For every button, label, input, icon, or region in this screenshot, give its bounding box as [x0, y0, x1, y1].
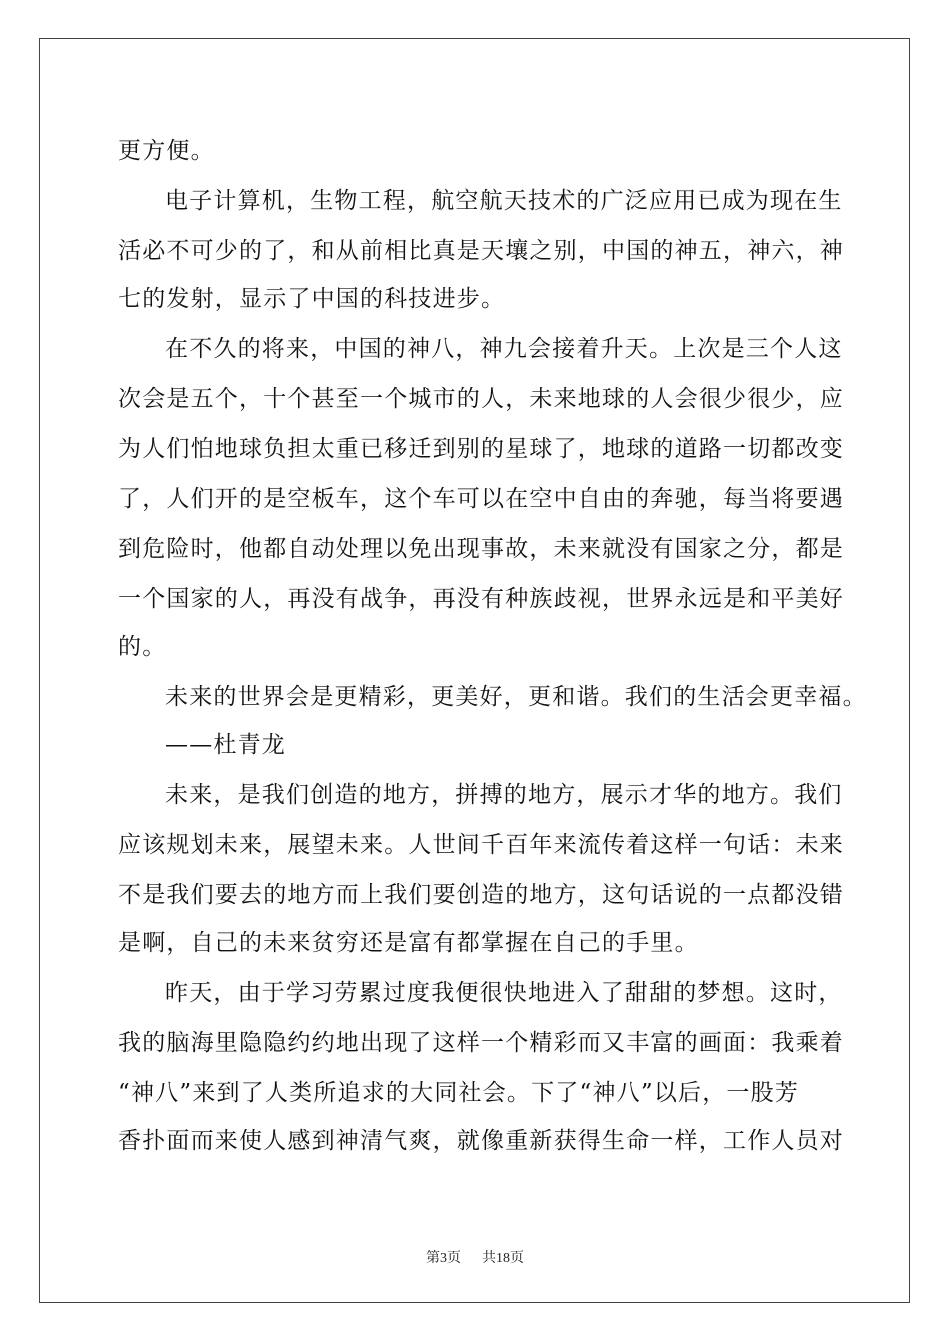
text-line: 七的发射，显示了中国的科技进步。 [118, 286, 506, 312]
text-line: 了，人们开的是空板车，这个车可以在空中自由的奔驰，每当将要遇 [118, 486, 844, 512]
text-line: “神八”来到了人类所追求的大同社会。下了“神八”以后，一股芳 [118, 1080, 800, 1106]
text-line: 到危险时，他都自动处理以免出现事故，未来就没有国家之分，都是 [118, 536, 844, 562]
text-line: 更方便。 [118, 138, 215, 164]
text-line: 不是我们要去的地方而上我们要创造的地方，这句话说的一点都没错 [118, 882, 844, 908]
text-line: 电子计算机，生物工程，航空航天技术的广泛应用已成为现在生 [165, 188, 843, 214]
text-line: 我的脑海里隐隐约约地出现了这样一个精彩而又丰富的画面：我乘着 [118, 1030, 844, 1056]
page-footer [0, 1247, 950, 1267]
text-line: 在不久的将来，中国的神八，神九会接着升天。上次是三个人这 [165, 336, 843, 362]
text-line: 次会是五个，十个甚至一个城市的人，未来地球的人会很少很少，应 [118, 386, 844, 412]
author-signature: ——杜青龙 [165, 732, 286, 758]
text-line: 昨天，由于学习劳累过度我便很快地进入了甜甜的梦想。这时， [165, 980, 843, 1006]
page-border [39, 38, 910, 1303]
text-line: 香扑面而来使人感到神清气爽，就像重新获得生命一样，工作人员对 [118, 1128, 844, 1154]
text-line: 应该规划未来，展望未来。人世间千百年来流传着这样一句话：未来 [118, 832, 844, 858]
text-line: 为人们怕地球负担太重已移迁到别的星球了，地球的道路一切都改变 [118, 436, 844, 462]
text-line: 活必不可少的了，和从前相比真是天壤之别，中国的神五，神六，神 [118, 238, 844, 264]
page-number: 第3页 [426, 1251, 461, 1266]
text-line: 是啊，自己的未来贫穷还是富有都掌握在自己的手里。 [118, 930, 699, 956]
text-line: 未来的世界会是更精彩，更美好，更和谐。我们的生活会更幸福。 [165, 684, 867, 710]
text-line: 的。 [118, 634, 167, 660]
text-line: 一个国家的人，再没有战争，再没有种族歧视，世界永远是和平美好 [118, 586, 844, 612]
text-line: 未来，是我们创造的地方，拼搏的地方，展示才华的地方。我们 [165, 782, 843, 808]
total-pages: 共18页 [482, 1251, 524, 1266]
